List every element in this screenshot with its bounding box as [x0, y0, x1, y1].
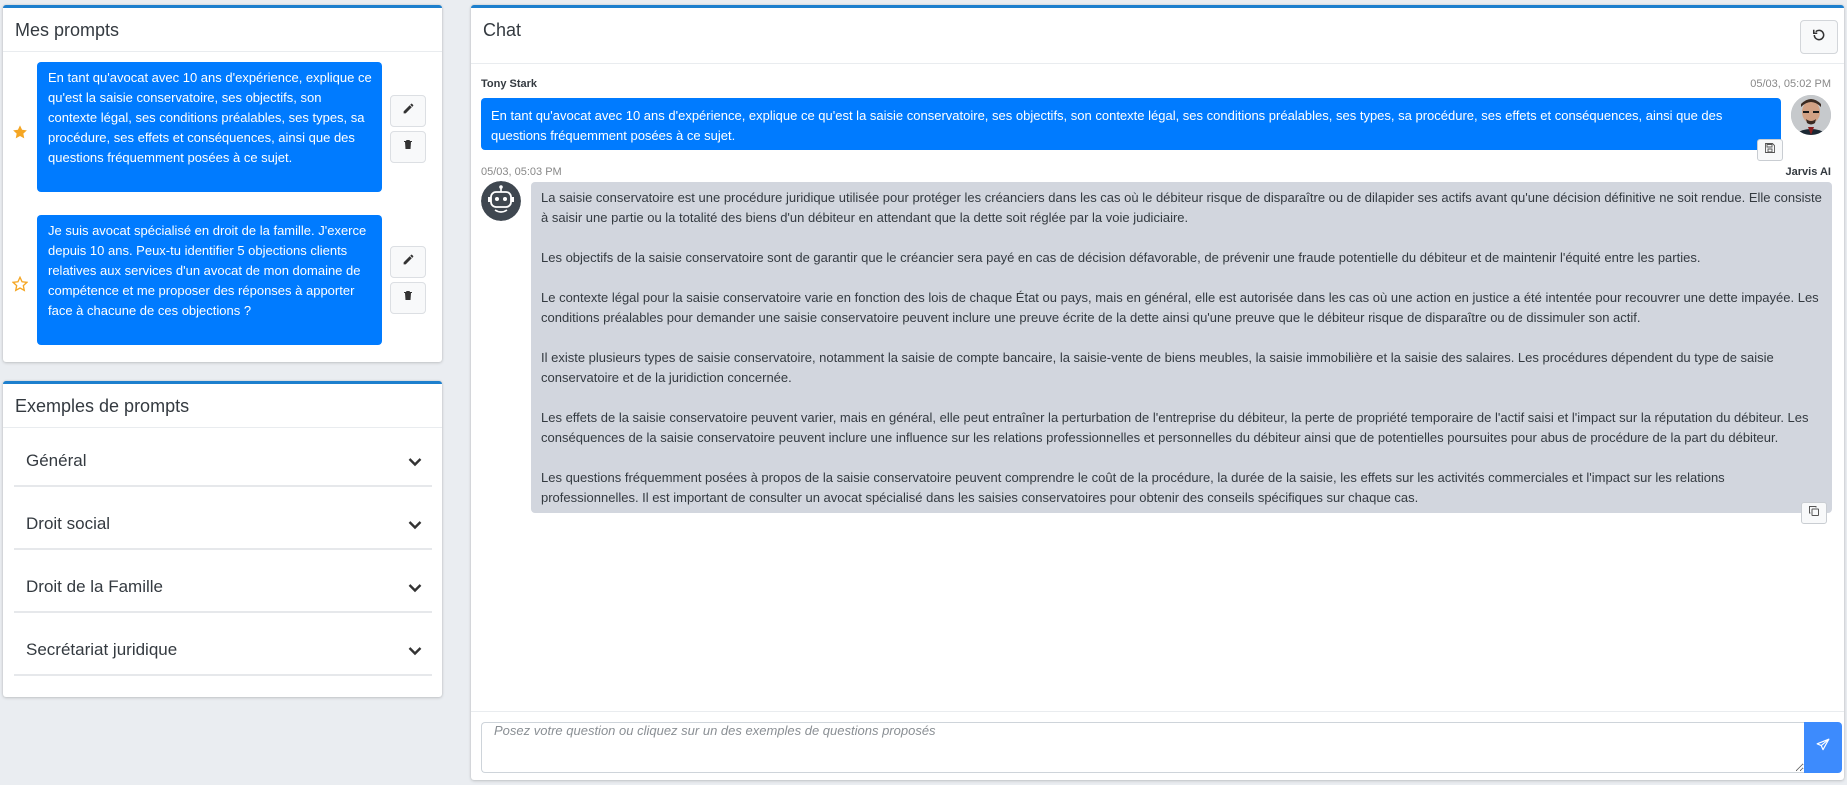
accordion-droit-social[interactable]	[14, 499, 432, 550]
star-outline-icon[interactable]	[12, 276, 32, 296]
reset-chat-button[interactable]	[1800, 20, 1838, 54]
accordion-label: Droit social	[26, 514, 111, 533]
chat-panel	[471, 5, 1844, 780]
chevron-down-icon	[408, 517, 422, 535]
prompt-text[interactable]: En tant qu'avocat avec 10 ans d'expérience, explique ce qu'est la saisie conservatoire, ses objectifs, son contexte légal, ses conditions préalables, ses types, sa procédure, ses effets et conséquences, ainsi que des questions fréquemment posées à ce sujet.	[37, 62, 382, 192]
chevron-down-icon	[408, 643, 422, 661]
delete-prompt-button[interactable]	[390, 131, 426, 163]
prompt-text[interactable]: Je suis avocat spécialisé en droit de la famille. J'exerce depuis 10 ans. Peux-tu identifier 5 objections clients relatives aux services d'un avocat de mon domaine de compétence et me proposer des réponses à apporter face à chacune de ces objections ?	[37, 215, 382, 345]
bot-name: Jarvis AI	[1785, 166, 1831, 178]
chat-input[interactable]	[481, 722, 1804, 773]
prompt-item	[3, 215, 442, 345]
chat-title: Chat	[471, 8, 1844, 64]
user-message-bubble: En tant qu'avocat avec 10 ans d'expérience, explique ce qu'est la saisie conservatoire, ses objectifs, son contexte légal, ses conditions préalables, ses types, sa procédure, ses effets et conséquences, ainsi que des questions fréquemment posées à ce sujet.	[481, 98, 1781, 150]
copy-message-button[interactable]	[1801, 502, 1827, 524]
prompt-examples-title: Exemples de prompts	[3, 384, 442, 428]
send-button[interactable]	[1804, 722, 1842, 773]
my-prompts-panel	[3, 5, 442, 362]
accordion-secretariat[interactable]	[14, 625, 432, 676]
bot-paragraph: Les questions fréquemment posées à propos de la saisie conservatoire peuvent comprendre le coût de la procédure, la durée de la saisie, les effets sur les activités commerciales et l'impact sur les relations professionnelles. Il est important de consulter un avocat spécialisé dans les saisies conservatoires pour obtenir des conseils spécifiques sur chaque cas.	[541, 470, 1725, 505]
user-avatar	[1791, 95, 1831, 135]
bot-paragraph: Les effets de la saisie conservatoire peuvent varier, mais en général, elle peut entraîner la perturbation de l'entreprise du débiteur, la perte de propriété temporaire de l'actif saisi et l'impact sur la réputation du débiteur. Les conséquences de la saisie conservatoire peuvent inclure une influence sur les relations professionnelles et personnelles du débiteur ainsi que de potentielles poursuites pour abus de procédure de la part du débiteur.	[541, 410, 1809, 445]
bot-message-bubble	[531, 182, 1832, 513]
bot-paragraph: La saisie conservatoire est une procédure juridique utilisée pour protéger les créanciers dans les cas où le débiteur risque de disparaître ou de dilapider ses actifs avant qu'une décision définitive ne soit rendue. Elle consiste à saisir une partie ou la totalité des biens d'un débiteur en attendant que la dette soit réglée par la voie judiciaire.	[541, 190, 1822, 225]
chevron-down-icon	[408, 580, 422, 598]
rotate-icon	[1812, 28, 1826, 47]
chevron-down-icon	[408, 454, 422, 472]
paper-plane-icon	[1816, 738, 1830, 757]
copy-icon	[1808, 504, 1820, 522]
prompt-examples-panel	[3, 381, 442, 697]
edit-prompt-button[interactable]	[390, 95, 426, 127]
bot-avatar	[481, 181, 521, 221]
chat-input-area	[471, 711, 1844, 783]
trash-icon	[402, 289, 414, 307]
accordion-label: Droit de la Famille	[26, 577, 163, 596]
bot-message-time: 05/03, 05:03 PM	[481, 166, 562, 178]
accordion-general[interactable]	[14, 436, 432, 487]
floppy-disk-icon	[1764, 141, 1776, 159]
delete-prompt-button[interactable]	[390, 282, 426, 314]
pencil-icon	[402, 253, 415, 271]
pencil-icon	[402, 102, 415, 120]
bot-paragraph: Il existe plusieurs types de saisie conservatoire, notamment la saisie de compte bancaire, la saisie-vente de biens meubles, la saisie immobilière et la saisie des salaires. Les procédures dépendent du type de saisie conservatoire et de la juridiction concernée.	[541, 350, 1774, 385]
save-message-button[interactable]	[1757, 139, 1783, 161]
accordion-label: Secrétariat juridique	[26, 640, 178, 659]
user-name: Tony Stark	[481, 78, 538, 90]
edit-prompt-button[interactable]	[390, 246, 426, 278]
accordion-label: Général	[26, 451, 87, 470]
trash-icon	[402, 138, 414, 156]
user-message-time: 05/03, 05:02 PM	[1750, 78, 1831, 90]
star-filled-icon[interactable]	[12, 124, 32, 144]
my-prompts-title: Mes prompts	[3, 8, 442, 52]
bot-paragraph: Le contexte légal pour la saisie conservatoire varie en fonction des lois de chaque État ou pays, mais en général, elle est autorisée dans les cas où une action en justice a été intentée pour recouvrer une dette impayée. Les conditions préalables pour demander une saisie conservatoire peuvent inclure une preuve écrite de la dette ainsi qu'une preuve que le débiteur risque de disparaître ou de dissimuler son actif.	[541, 290, 1819, 325]
accordion-droit-famille[interactable]	[14, 562, 432, 613]
bot-paragraph: Les objectifs de la saisie conservatoire sont de garantir que le créancier sera payé en cas de décision défavorable, de prévenir une fraude potentielle du débiteur et de maintenir l'équité entre les parties.	[541, 250, 1701, 265]
prompt-item	[3, 62, 442, 192]
